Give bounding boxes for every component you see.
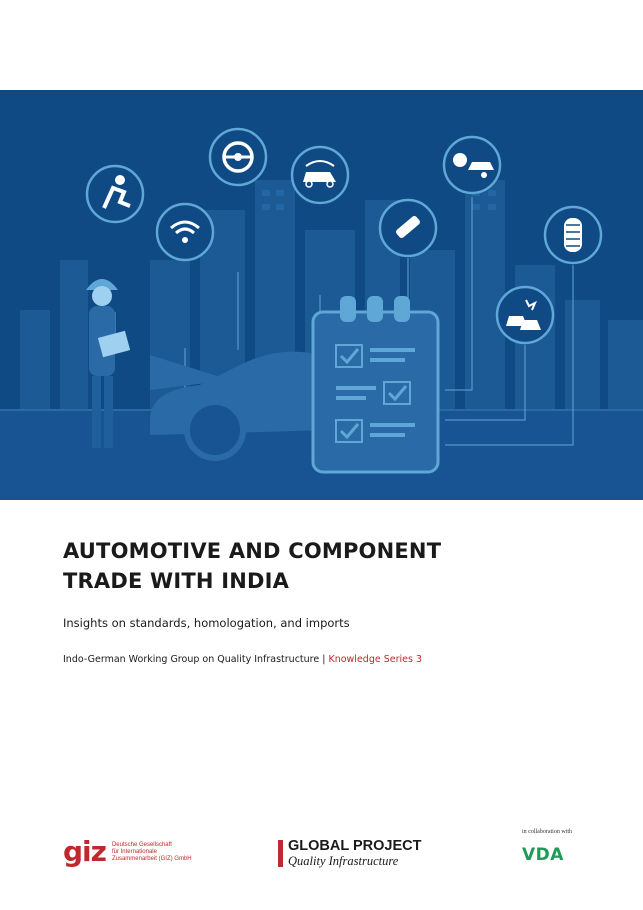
global-project-logo <box>278 839 421 869</box>
steering-wheel-icon <box>210 129 266 185</box>
global-project-title: GLOBAL PROJECT <box>288 838 422 854</box>
cover-illustration <box>0 90 643 500</box>
giz-name-line-2: für Internationale <box>111 848 157 855</box>
collision-icon <box>497 287 553 343</box>
document-subtitle: Insights on standards, homologation, and imports <box>63 616 350 630</box>
giz-name-line-1: Deutsche Gesellschaft <box>111 841 172 848</box>
child-seat-icon <box>87 166 143 222</box>
giz-name-line-3: Zusammenarbeit (GIZ) GmbH <box>111 855 192 862</box>
giz-organization-name <box>112 842 192 863</box>
tire-icon <box>545 207 601 263</box>
collaboration-note: in collaboration with <box>522 829 572 835</box>
title-line-1: AUTOMOTIVE AND COMPONENT <box>63 539 442 563</box>
global-project-bar <box>278 840 283 867</box>
knowledge-series-label: Knowledge Series 3 <box>328 654 422 665</box>
vda-logo: VDA <box>522 845 564 865</box>
checklist-illustration <box>313 296 438 472</box>
working-group-name: Indo-German Working Group on Quality Infrastructure <box>63 654 320 665</box>
title-line-2: TRADE WITH INDIA <box>63 569 290 593</box>
illustration-canvas <box>0 90 643 500</box>
global-project-subtitle: Quality Infrastructure <box>288 854 399 868</box>
document-title <box>63 536 583 596</box>
giz-logo: giz <box>63 835 106 868</box>
seatbelt-icon <box>380 200 436 256</box>
electric-car-icon <box>292 147 348 203</box>
emissions-car-icon <box>444 137 500 193</box>
series-line <box>63 654 422 665</box>
wifi-icon <box>157 204 213 260</box>
giz-logo-block <box>63 835 192 868</box>
series-separator: | <box>319 654 329 665</box>
